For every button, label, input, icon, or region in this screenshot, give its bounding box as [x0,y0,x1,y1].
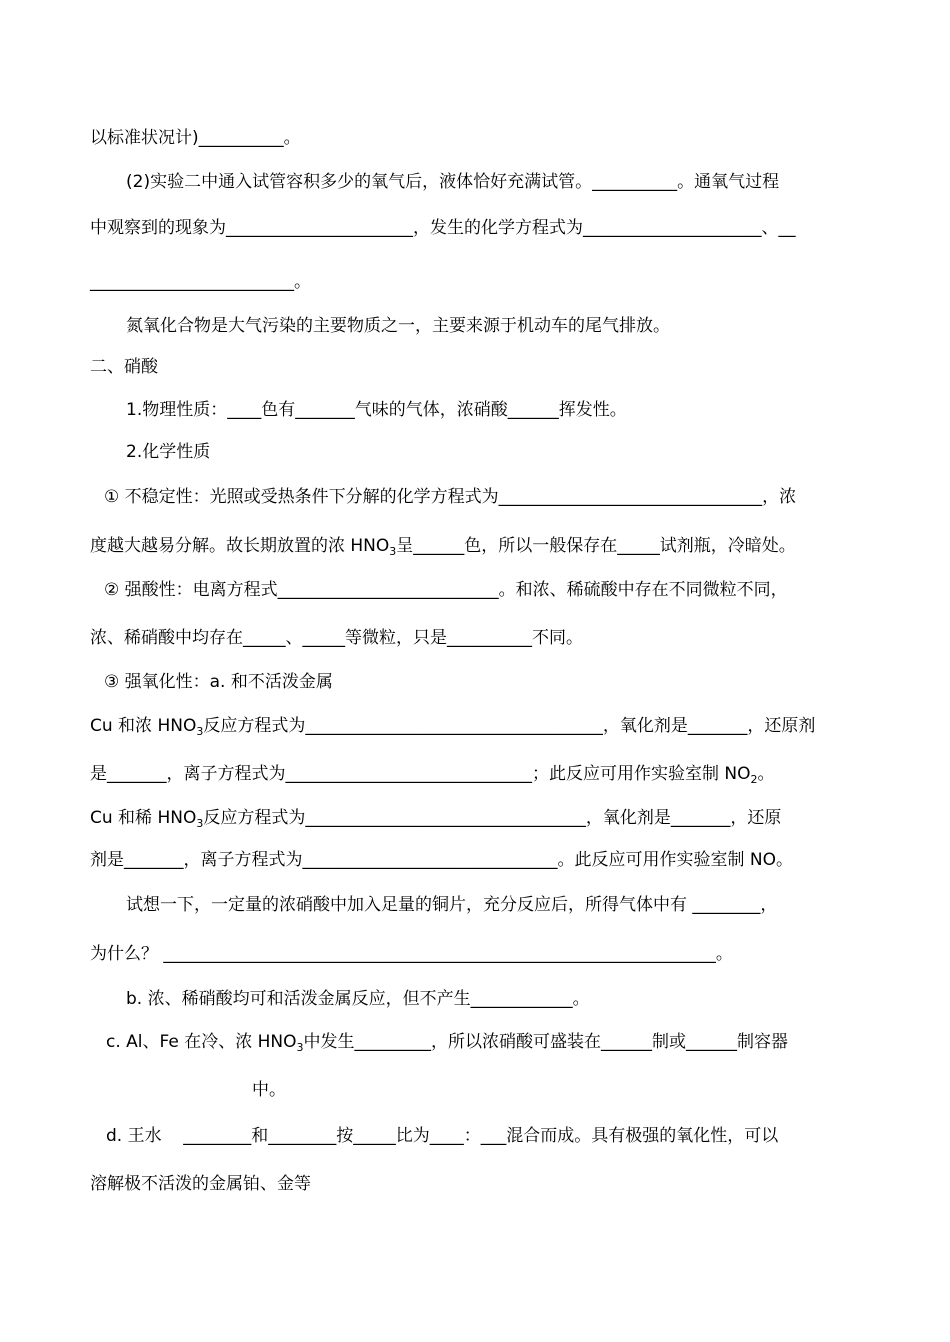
text-line: 度越大越易分解。故长期放置的浓 $HNO_3$呈______色，所以一般保存在_____试剂瓶，冷暗处。 [90,536,796,558]
text-line: ________________________。 [90,272,311,292]
text-line: 是_______，离子方程式为_____________________________；此反应可用作实验室制 $NO_2$。 [90,764,775,786]
text-line: ③ 强氧化性：a. 和不活泼金属 [104,672,333,692]
text-line: 溶解极不活泼的金属铂、金等 [90,1174,311,1194]
text-line: 浓、稀硝酸中均存在_____、_____等微粒，只是__________不同。 [90,628,583,648]
text-line: 试想一下，一定量的浓硝酸中加入足量的铜片，充分反应后，所得气体中有 ________， [126,895,778,915]
section-heading: 二、硝酸 [90,357,158,377]
text-line: 剂是_______，离子方程式为______________________________。此反应可用作实验室制 NO。 [90,850,794,870]
text-line: ① 不稳定性：光照或受热条件下分解的化学方程式为_______________________________，浓 [104,487,797,507]
text-line: b. 浓、稀硝酸均可和活泼金属反应，但不产生____________。 [126,989,590,1009]
text-line: 为什么？ _________________________________________________________________。 [90,944,733,964]
text-line: 氮氧化合物是大气污染的主要物质之一，主要来源于机动车的尾气排放。 [126,316,670,336]
text-line: Cu 和浓 $HNO_3$反应方程式为___________________________________，氧化剂是_______，还原剂 [90,716,816,738]
text-line: d. 王水 ________和________按_____比为____：___混合而成。具有极强的氧化性，可以 [106,1126,779,1146]
text-line: (2)实验二中通入试管容积多少的氧气后，液体恰好充满试管。__________。通氧气过程 [126,172,780,192]
text-line: 中。 [252,1080,286,1100]
text-line: Cu 和稀 $HNO_3$反应方程式为_________________________________，氧化剂是_______，还原 [90,808,782,830]
text-line: ② 强酸性：电离方程式__________________________。和浓、稀硫酸中存在不同微粒不同， [104,580,788,600]
text-line: 中观察到的现象为______________________，发生的化学方程式为_____________________、__ [90,218,796,238]
text-line: 以标准状况计)__________。 [90,128,301,148]
text-line: c. Al、Fe 在冷、浓 $HNO_3$中发生_________，所以浓硝酸可盛装在______制或______制容器 [106,1032,789,1054]
text-line: 1.物理性质：____色有_______气味的气体，浓硝酸______挥发性。 [126,400,627,420]
subsection-heading: 2.化学性质 [126,442,211,462]
